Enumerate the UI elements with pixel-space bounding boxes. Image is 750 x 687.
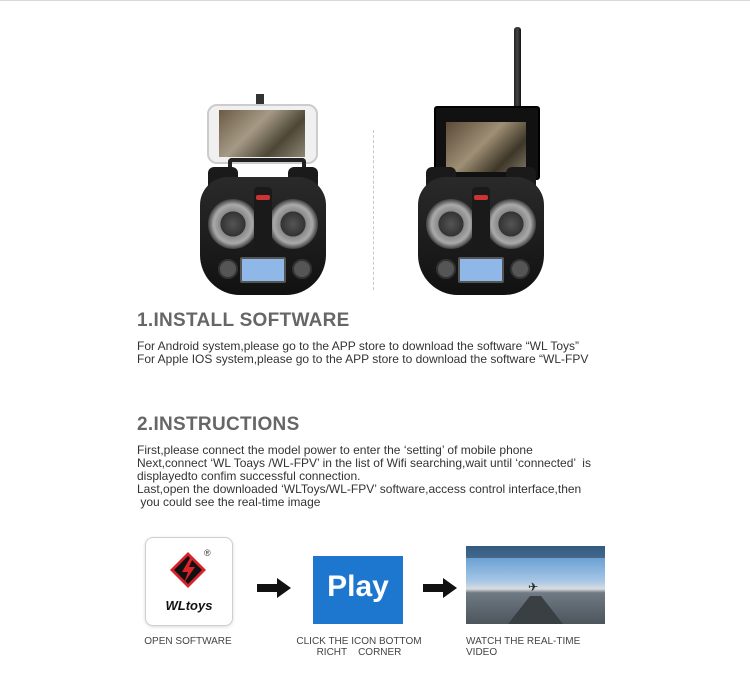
- wltoys-logo-icon: [168, 550, 208, 590]
- android-instruction: For Android system,please go to the APP store to download the software “WL Toys”: [137, 339, 580, 353]
- registered-mark: ®: [204, 548, 211, 558]
- video-preview: [466, 546, 605, 624]
- wltoys-app-icon[interactable]: [145, 537, 233, 626]
- left-stick: [426, 199, 476, 249]
- lcd-screen: [458, 257, 504, 283]
- top-divider: [0, 0, 750, 1]
- right-arrow-icon: [423, 578, 457, 598]
- airplane-icon: ✈: [528, 580, 539, 594]
- instruction-line-2: Next,connect ‘WL Toays /WL-FPV’ in the list of Wifi searching,wait until ‘connected’ is: [137, 456, 591, 470]
- play-label: Play: [327, 570, 389, 603]
- instructions-heading: 2.INSTRUCTIONS: [137, 414, 300, 435]
- wltoys-logo-text: WLtoys: [165, 598, 213, 613]
- instruction-line-1: First,please connect the model power to enter the ‘setting’ of mobile phone: [137, 443, 533, 457]
- right-arrow-icon: [257, 578, 291, 598]
- video-toolbar: [466, 546, 605, 558]
- step-3-caption: WATCH THE REAL-TIME VIDEO: [466, 636, 581, 658]
- right-stick: [486, 199, 536, 249]
- step-2-caption: CLICK THE ICON BOTTOM RICHT CORNER: [296, 636, 422, 658]
- step-1-caption: OPEN SOFTWARE: [144, 636, 232, 647]
- install-software-heading: 1.INSTALL SOFTWARE: [137, 310, 350, 331]
- instruction-line-3: displayedto confim successful connection.: [137, 469, 361, 483]
- play-button[interactable]: [313, 556, 403, 624]
- instruction-line-5: you could see the real-time image: [137, 495, 321, 509]
- phone-image: [207, 104, 318, 164]
- left-stick: [208, 199, 258, 249]
- runway: [508, 596, 563, 624]
- ios-instruction: For Apple IOS system,please go to the APP store to download the software “WL-FPV: [137, 352, 589, 366]
- dashed-divider: [373, 130, 374, 290]
- instruction-line-4: Last,open the downloaded ‘WLToys/WL-FPV’ software,access control interface,then: [137, 482, 582, 496]
- right-stick: [268, 199, 318, 249]
- antenna: [514, 27, 521, 109]
- lcd-screen: [240, 257, 286, 283]
